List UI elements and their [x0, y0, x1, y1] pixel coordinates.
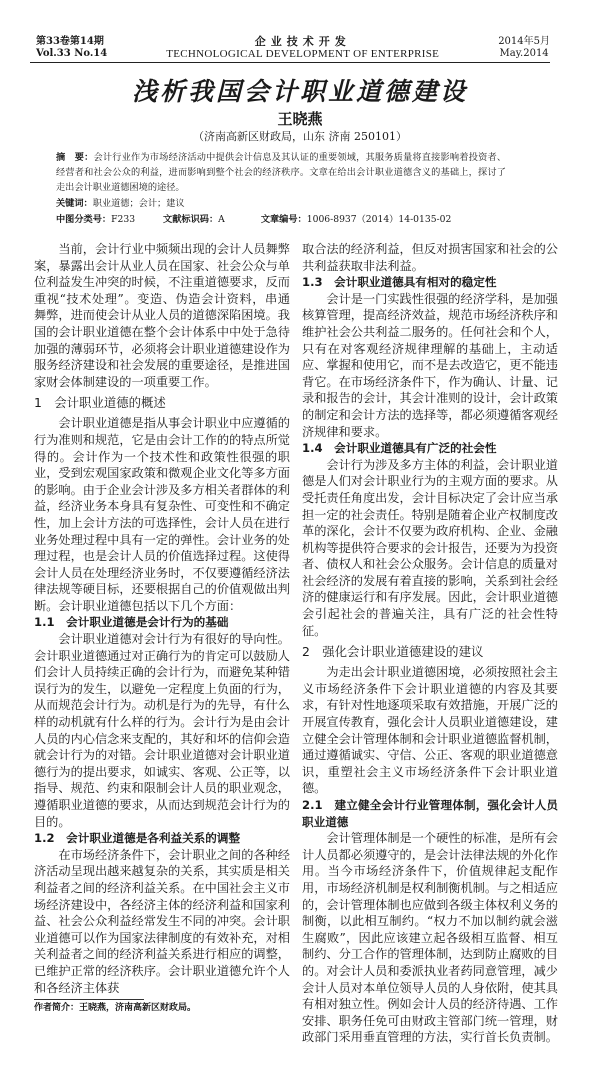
abstract-label: 摘 要：: [56, 152, 94, 163]
footnote-rule: [34, 999, 144, 1000]
paragraph: 当前，会计行业中频频出现的会计人员舞弊案，暴露出会计从业人员在国家、社会公众与单位利益发生冲突的时候，不注重道德要求，反而重视“技术处理”。变造、伪造会计资料，串通舞弊，进而使会计从业人员的道德深陷困境。我国的会计职业道德在整个会计体系中中处于急待加强的薄弱环节，必须将会计职业道德建设作为服务经济建设和社会发展的重要途径，是推进国家财会体制建设的一项重要工作。: [34, 242, 290, 389]
paragraph: 在市场经济条件下，会计职业之间的各种经济活动呈现出越来越复杂的关系，其实质是相关利益者之间的经济利益关系。在中国社会主义市场经济建设中，各经济主体的经济利益和国家利益、社会公众利益经常发生不同的冲突。会计职业道德可以作为国家法律制度的有效补充，对相关利益者之间的经济利益关系进行相应的调整，已维护正常的经济秩序。会计职业道德允许个人和各经济主体获: [34, 847, 290, 995]
author: 王晓燕: [277, 110, 323, 128]
subsection-heading: 2.1 建立健全会计行业管理体制，强化会计人员职业道德: [302, 798, 558, 829]
abstract-text: 会计行业作为市场经济活动中提供会计信息及其认证的重要领域，其服务质量将直接影响着投资者、经营者和社会公众的利益，进而影响到整个社会的经济秩序。文章在给出会计职业道德含义的基础上，探讨了走出会计职业道德困境的途径。: [56, 152, 507, 193]
running-header: [30, 36, 570, 60]
paragraph: 会计职业道德对会计行为有很好的导向性。会计职业道德通过对正确行为的肯定可以鼓励人们会计人员持续正确的会计行为，而避免某种错误行为的发生，以避免一定程度上负面的行为，从而规范会计行为。动机是行为的先导，有什么样的动机就有什么样的行为。会计行为是由会计人员的内心信念来支配的，其好和坏的信仰会造就会计行为的对错。会计职业道德对会计职业道德行为的提出要求，如诚实、客观、公正等，以指导、规范、约束和限制会计人员的职业观念，遵循职业道德的要求，从而达到规范会计行为的目的。: [34, 632, 290, 829]
volume-cn: 第33卷第14期: [36, 36, 104, 47]
author-footnote: 作者简介：王晓燕，济南高新区财政局。: [34, 1003, 197, 1014]
clc-value: F233: [111, 214, 136, 225]
subsection-heading: 1.1 会计职业道德是会计行为的基础: [34, 615, 229, 630]
body-columns: [30, 241, 558, 1046]
subsection-heading: 1.2 会计职业道德是各利益关系的调整: [34, 831, 241, 846]
classification: [56, 212, 506, 227]
section-heading: 1 会计职业道德的概述: [34, 395, 166, 411]
front-matter: [56, 150, 506, 227]
paragraph: 会计是一门实践性很强的经济学科，是加强核算管理，提高经济效益，规范市场经济秩序和维护社会公共利益二服务的。任何社会和个人，只有在对客观经济规律理解的基础上，主动适应、掌握和使用它，而不是去改造它，更不能违背它。在市场经济条件下，作为确认、计量、记录和报告的会计，其会计准则的设计，会计政策的制定和会计方法的选择等，都必须遵循客观经济规律和要求。: [302, 291, 558, 439]
keywords: [56, 196, 506, 211]
journal-cn: 企业技术开发: [254, 35, 351, 48]
subsection-heading: 1.4 会计职业道德具有广泛的社会性: [302, 441, 497, 456]
body-column-right: [302, 241, 558, 1046]
header-rule: [30, 62, 550, 63]
volume-info: [36, 36, 107, 60]
journal-en: TECHNOLOGICAL DEVELOPMENT OF ENTERPRISE: [166, 48, 440, 60]
paper-title: 浅析我国会计职业道德建设: [131, 77, 468, 106]
volume-en: Vol.33 No.14: [36, 48, 108, 59]
section-heading: 2 强化会计职业道德建设的建议: [302, 644, 484, 660]
article-no-value: 1006-8937（2014）14-0135-02: [306, 214, 452, 225]
affiliation: （济南高新区财政局，山东 济南 250101）: [193, 130, 407, 143]
subsection-heading: 1.3 会计职业道德具有相对的稳定性: [302, 275, 497, 290]
keywords-label: 关键词：: [56, 198, 93, 209]
doc-code-value: A: [218, 214, 225, 225]
paragraph: 取合法的经济利益，但反对损害国家和社会的公共利益获取非法利益。: [302, 242, 558, 273]
body-column-left: [34, 241, 290, 1046]
date-en: May.2014: [499, 48, 549, 59]
paragraph: 会计职业道德是指从事会计职业中应遵循的行为准则和规范，它是由会计工作的的特点所觉得的。会计作为一个技术性和政策性很强的职业，受到宏观国家政策和微观企业文化等多方面的影响。由于企业会计涉及多方相关者群体的利益，经济业务本身具有复杂性、可变性和不确定性，加上会计方法的可选择性，会计人员在进行业务处理过程中具有一定的弹性。会计业务的处理过程，也是会计人员的价值选择过程。这使得会计人员在处理经济业务时，不仅要遵循经济法律法规等硬目标，还要根据自己的价值观做出判断。会计职业道德包括以下几个方面：: [34, 416, 290, 613]
issue-date: [498, 36, 550, 60]
abstract: [56, 150, 506, 195]
article-no-label: 文章编号：: [260, 214, 307, 225]
keywords-text: 职业道德；会计；建议: [92, 198, 185, 209]
doc-code-label: 文献标识码：: [163, 214, 219, 225]
paragraph: 为走出会计职业道德困境，必须按照社会主义市场经济条件下会计职业道德的内容及其要求，有针对性地逐项采取有效措施，开展广泛的开展宣传教育，强化会计人员职业道德建设，建立健全会计管理体制和会计职业道德监督机制，通过遵循诚实、守信、公正、客观的职业道德意识，重塑社会主义市场经济条件下会计职业道德。: [302, 665, 558, 796]
journal-name: [107, 36, 498, 60]
paragraph: 会计管理体制是一个硬性的标准，是所有会计人员都必须遵守的，是会计法律法规的外化作用。当今市场经济条件下，价值规律起支配作用，市场经济机制是权利制衡机制。与之相适应的，会计管理体制也应做到各级主体权利义务的制衡，以此相互制约。“权力不加以制约就会滋生腐败”，因此应该建立起各级相互监督、相互制约、分工合作的管理体制，达到防止腐败的目的。对会计人员和委派执业者药同意管理，减少会计人员对本单位领导人员的人身依附，使其具有相对独立性。例如会计人员的经济待遇、工作安排、职务任免可由财政主管部门统一管理，财政部门采用垂直管理的方法，实行首长负责制。: [302, 831, 558, 1045]
clc-label: 中图分类号：: [56, 214, 112, 225]
paragraph: 会计行为涉及多方主体的利益，会计职业道德是人们对会计职业行为的主观方面的要求。从受托责任角度出发，会计目标决定了会计应当承担一定的社会责任。特别是随着企业产权制度改革的深化，会计不仅要为政府机构、企业、金融机构等提供符合要求的会计报告，还要为为投资者、债权人和社会公众服务。会计信息的质量对社会经济的发展有着直接的影响，关系到社会经济的健康运行和有序发展。因此，会计职业道德会引起社会的普遍关注，具有广泛的社会性特征。: [302, 457, 558, 638]
date-cn: 2014年5月: [498, 36, 550, 47]
